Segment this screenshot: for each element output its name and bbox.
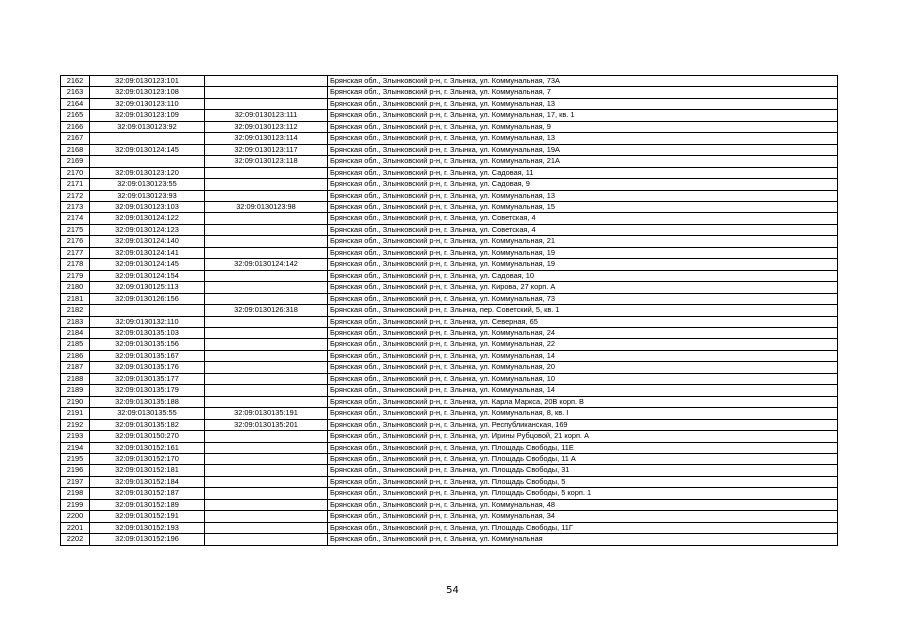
address-cell: Брянская обл., Злынковский р-н, г. Злынка, ул. Коммунальная, 10 (328, 373, 838, 384)
table-row (61, 282, 838, 293)
row-number-cell: 2178 (61, 259, 90, 270)
row-number-cell: 2181 (61, 293, 90, 304)
address-cell: Брянская обл., Злынковский р-н, г. Злынка, ул. Коммунальная, 73А (328, 76, 838, 87)
row-number-cell: 2186 (61, 350, 90, 361)
table-row (61, 305, 838, 316)
row-number-cell: 2174 (61, 213, 90, 224)
row-number-cell: 2201 (61, 522, 90, 533)
row-number-cell: 2191 (61, 408, 90, 419)
row-number-cell: 2185 (61, 339, 90, 350)
cadastral-number-cell: 32:09:0130135:167 (90, 350, 205, 361)
cadastral-number-cell: 32:09:0130123:101 (90, 76, 205, 87)
cadastral-number-cell: 32:09:0130135:179 (90, 385, 205, 396)
linked-cadastral-number-cell (205, 270, 328, 281)
address-cell: Брянская обл., Злынковский р-н, г. Злынка, ул. Коммунальная, 19А (328, 144, 838, 155)
linked-cadastral-number-cell (205, 87, 328, 98)
address-cell: Брянская обл., Злынковский р-н, г. Злынка, ул. Садовая, 11 (328, 167, 838, 178)
address-cell: Брянская обл., Злынковский р-н, г. Злынка, ул. Карла Маркса, 20В корп. В (328, 396, 838, 407)
address-cell: Брянская обл., Злынковский р-н, г. Злынка, ул. Садовая, 9 (328, 179, 838, 190)
table-row (61, 522, 838, 533)
address-cell: Брянская обл., Злынковский р-н, г. Злынка, ул. Северная, 65 (328, 316, 838, 327)
row-number-cell: 2189 (61, 385, 90, 396)
cadastral-number-cell (90, 133, 205, 144)
address-cell: Брянская обл., Злынковский р-н, г. Злынка, ул. Коммунальная, 17, кв. 1 (328, 110, 838, 121)
cadastral-number-cell: 32:09:0130152:193 (90, 522, 205, 533)
row-number-cell: 2192 (61, 419, 90, 430)
table-row (61, 408, 838, 419)
row-number-cell: 2195 (61, 453, 90, 464)
cadastral-number-cell: 32:09:0130124:154 (90, 270, 205, 281)
cadastral-number-cell: 32:09:0130135:177 (90, 373, 205, 384)
row-number-cell: 2184 (61, 327, 90, 338)
row-number-cell: 2199 (61, 499, 90, 510)
linked-cadastral-number-cell (205, 316, 328, 327)
cadastral-number-cell: 32:09:0130123:93 (90, 190, 205, 201)
address-cell: Брянская обл., Злынковский р-н, г. Злынка, ул. Ирины Рубцовой, 21 корп. А (328, 431, 838, 442)
cadastral-number-cell: 32:09:0130125:113 (90, 282, 205, 293)
row-number-cell: 2200 (61, 511, 90, 522)
table-row (61, 76, 838, 87)
cadastral-number-cell: 32:09:0130135:156 (90, 339, 205, 350)
table-row (61, 156, 838, 167)
cadastral-number-cell: 32:09:0130152:187 (90, 488, 205, 499)
cadastral-number-cell: 32:09:0130152:191 (90, 511, 205, 522)
cadastral-number-cell (90, 305, 205, 316)
address-cell: Брянская обл., Злынковский р-н, г. Злынка, ул. Коммунальная, 73 (328, 293, 838, 304)
linked-cadastral-number-cell (205, 442, 328, 453)
table-row (61, 350, 838, 361)
cadastral-number-cell: 32:09:0130152:181 (90, 465, 205, 476)
cadastral-number-cell: 32:09:0130135:188 (90, 396, 205, 407)
cadastral-number-cell: 32:09:0130152:184 (90, 476, 205, 487)
linked-cadastral-number-cell: 32:09:0130123:117 (205, 144, 328, 155)
table-row (61, 396, 838, 407)
cadastral-number-cell: 32:09:0130135:176 (90, 362, 205, 373)
table-row (61, 465, 838, 476)
row-number-cell: 2168 (61, 144, 90, 155)
address-cell: Брянская обл., Злынковский р-н, г. Злынка, ул. Коммунальная, 34 (328, 511, 838, 522)
linked-cadastral-number-cell (205, 247, 328, 258)
address-cell: Брянская обл., Злынковский р-н, г. Злынка, ул. Советская, 4 (328, 213, 838, 224)
row-number-cell: 2187 (61, 362, 90, 373)
linked-cadastral-number-cell: 32:09:0130123:111 (205, 110, 328, 121)
linked-cadastral-number-cell: 32:09:0130123:98 (205, 201, 328, 212)
row-number-cell: 2179 (61, 270, 90, 281)
table-row (61, 373, 838, 384)
linked-cadastral-number-cell (205, 282, 328, 293)
table-row (61, 339, 838, 350)
table-row (61, 488, 838, 499)
cadastral-number-cell: 32:09:0130123:120 (90, 167, 205, 178)
row-number-cell: 2193 (61, 431, 90, 442)
row-number-cell: 2194 (61, 442, 90, 453)
page-number: 54 (446, 585, 459, 596)
table-row (61, 511, 838, 522)
row-number-cell: 2198 (61, 488, 90, 499)
address-cell: Брянская обл., Злынковский р-н, г. Злынка, ул. Площадь Свободы, 11Е (328, 442, 838, 453)
linked-cadastral-number-cell (205, 511, 328, 522)
linked-cadastral-number-cell (205, 396, 328, 407)
cadastral-number-cell: 32:09:0130132:110 (90, 316, 205, 327)
row-number-cell: 2167 (61, 133, 90, 144)
address-cell: Брянская обл., Злынковский р-н, г. Злынка, ул. Коммунальная, 19 (328, 259, 838, 270)
linked-cadastral-number-cell (205, 327, 328, 338)
cadastral-number-cell: 32:09:0130126:156 (90, 293, 205, 304)
address-cell: Брянская обл., Злынковский р-н, г. Злынка, ул. Площадь Свободы, 31 (328, 465, 838, 476)
row-number-cell: 2164 (61, 98, 90, 109)
address-cell: Брянская обл., Злынковский р-н, г. Злынка, ул. Коммунальная, 7 (328, 87, 838, 98)
linked-cadastral-number-cell (205, 213, 328, 224)
cadastral-number-cell: 32:09:0130124:140 (90, 236, 205, 247)
address-cell: Брянская обл., Злынковский р-н, г. Злынка, ул. Коммунальная (328, 534, 838, 545)
cadastral-number-cell: 32:09:0130135:182 (90, 419, 205, 430)
linked-cadastral-number-cell (205, 293, 328, 304)
table-row (61, 98, 838, 109)
row-number-cell: 2177 (61, 247, 90, 258)
row-number-cell: 2169 (61, 156, 90, 167)
cadastral-number-cell: 32:09:0130123:108 (90, 87, 205, 98)
row-number-cell: 2166 (61, 121, 90, 132)
linked-cadastral-number-cell (205, 362, 328, 373)
row-number-cell: 2172 (61, 190, 90, 201)
cadastral-number-cell: 32:09:0130135:55 (90, 408, 205, 419)
linked-cadastral-number-cell: 32:09:0130124:142 (205, 259, 328, 270)
linked-cadastral-number-cell (205, 236, 328, 247)
address-cell: Брянская обл., Злынковский р-н, г. Злынка, ул. Коммунальная, 15 (328, 201, 838, 212)
linked-cadastral-number-cell (205, 522, 328, 533)
linked-cadastral-number-cell (205, 465, 328, 476)
linked-cadastral-number-cell (205, 76, 328, 87)
linked-cadastral-number-cell (205, 167, 328, 178)
table-row (61, 167, 838, 178)
linked-cadastral-number-cell (205, 431, 328, 442)
linked-cadastral-number-cell: 32:09:0130135:201 (205, 419, 328, 430)
table-row (61, 179, 838, 190)
address-cell: Брянская обл., Злынковский р-н, г. Злынка, ул. Коммунальная, 13 (328, 133, 838, 144)
table-row (61, 362, 838, 373)
linked-cadastral-number-cell (205, 224, 328, 235)
row-number-cell: 2197 (61, 476, 90, 487)
address-cell: Брянская обл., Злынковский р-н, г. Злынка, ул. Коммунальная, 9 (328, 121, 838, 132)
address-cell: Брянская обл., Злынковский р-н, г. Злынка, ул. Кирова, 27 корп. А (328, 282, 838, 293)
linked-cadastral-number-cell (205, 499, 328, 510)
address-cell: Брянская обл., Злынковский р-н, г. Злынка, ул. Коммунальная, 20 (328, 362, 838, 373)
address-cell: Брянская обл., Злынковский р-н, г. Злынка, ул. Коммунальная, 21А (328, 156, 838, 167)
address-cell: Брянская обл., Злынковский р-н, г. Злынка, ул. Площадь Свободы, 5 корп. 1 (328, 488, 838, 499)
row-number-cell: 2188 (61, 373, 90, 384)
linked-cadastral-number-cell (205, 190, 328, 201)
cadastral-number-cell: 32:09:0130124:145 (90, 144, 205, 155)
cadastral-number-cell: 32:09:0130152:170 (90, 453, 205, 464)
table-row (61, 144, 838, 155)
linked-cadastral-number-cell (205, 179, 328, 190)
table-row (61, 236, 838, 247)
row-number-cell: 2190 (61, 396, 90, 407)
cadastral-number-cell: 32:09:0130123:92 (90, 121, 205, 132)
cadastral-number-cell: 32:09:0130135:103 (90, 327, 205, 338)
table-row (61, 190, 838, 201)
address-cell: Брянская обл., Злынковский р-н, г. Злынка, ул. Коммунальная, 22 (328, 339, 838, 350)
cadastral-number-cell: 32:09:0130150:270 (90, 431, 205, 442)
linked-cadastral-number-cell (205, 453, 328, 464)
table-row (61, 247, 838, 258)
linked-cadastral-number-cell: 32:09:0130135:191 (205, 408, 328, 419)
address-cell: Брянская обл., Злынковский р-н, г. Злынка, ул. Коммунальная, 24 (328, 327, 838, 338)
table-row (61, 87, 838, 98)
linked-cadastral-number-cell: 32:09:0130123:112 (205, 121, 328, 132)
address-cell: Брянская обл., Злынковский р-н, г. Злынка, ул. Коммунальная, 14 (328, 385, 838, 396)
registry-table-body (61, 76, 838, 546)
cadastral-number-cell: 32:09:0130123:109 (90, 110, 205, 121)
address-cell: Брянская обл., Злынковский р-н, г. Злынка, ул. Коммунальная, 13 (328, 98, 838, 109)
table-row (61, 133, 838, 144)
cadastral-number-cell: 32:09:0130152:189 (90, 499, 205, 510)
cadastral-number-cell: 32:09:0130152:196 (90, 534, 205, 545)
linked-cadastral-number-cell (205, 98, 328, 109)
table-row (61, 259, 838, 270)
cadastral-number-cell: 32:09:0130124:145 (90, 259, 205, 270)
address-cell: Брянская обл., Злынковский р-н, г. Злынка, ул. Площадь Свободы, 5 (328, 476, 838, 487)
table-row (61, 419, 838, 430)
address-cell: Брянская обл., Злынковский р-н, г. Злынка, ул. Советская, 4 (328, 224, 838, 235)
cadastral-number-cell: 32:09:0130152:161 (90, 442, 205, 453)
linked-cadastral-number-cell (205, 476, 328, 487)
cadastral-number-cell: 32:09:0130124:122 (90, 213, 205, 224)
linked-cadastral-number-cell: 32:09:0130123:118 (205, 156, 328, 167)
table-row (61, 385, 838, 396)
table-row (61, 270, 838, 281)
row-number-cell: 2176 (61, 236, 90, 247)
cadastral-number-cell: 32:09:0130123:55 (90, 179, 205, 190)
address-cell: Брянская обл., Злынковский р-н, г. Злынка, ул. Площадь Свободы, 11Г (328, 522, 838, 533)
cadastral-number-cell (90, 156, 205, 167)
table-row (61, 442, 838, 453)
cadastral-number-cell: 32:09:0130123:110 (90, 98, 205, 109)
table-row (61, 110, 838, 121)
table-row (61, 327, 838, 338)
table-row (61, 476, 838, 487)
table-row (61, 431, 838, 442)
cadastral-number-cell: 32:09:0130123:103 (90, 201, 205, 212)
address-cell: Брянская обл., Злынковский р-н, г. Злынка, ул. Республиканская, 169 (328, 419, 838, 430)
row-number-cell: 2173 (61, 201, 90, 212)
table-row (61, 121, 838, 132)
cadastral-number-cell: 32:09:0130124:123 (90, 224, 205, 235)
address-cell: Брянская обл., Злынковский р-н, г. Злынка, ул. Коммунальная, 13 (328, 190, 838, 201)
table-row (61, 499, 838, 510)
table-row (61, 213, 838, 224)
address-cell: Брянская обл., Злынковский р-н, г. Злынка, пер. Советский, 5, кв. 1 (328, 305, 838, 316)
table-row (61, 293, 838, 304)
address-cell: Брянская обл., Злынковский р-н, г. Злынка, ул. Коммунальная, 19 (328, 247, 838, 258)
row-number-cell: 2170 (61, 167, 90, 178)
table-row (61, 316, 838, 327)
linked-cadastral-number-cell (205, 385, 328, 396)
row-number-cell: 2182 (61, 305, 90, 316)
row-number-cell: 2165 (61, 110, 90, 121)
table-row (61, 453, 838, 464)
row-number-cell: 2183 (61, 316, 90, 327)
row-number-cell: 2171 (61, 179, 90, 190)
cadastral-number-cell: 32:09:0130124:141 (90, 247, 205, 258)
table-row (61, 224, 838, 235)
table-row (61, 201, 838, 212)
table-row (61, 534, 838, 545)
linked-cadastral-number-cell: 32:09:0130123:114 (205, 133, 328, 144)
registry-table (60, 75, 838, 546)
linked-cadastral-number-cell (205, 534, 328, 545)
linked-cadastral-number-cell (205, 488, 328, 499)
linked-cadastral-number-cell (205, 350, 328, 361)
address-cell: Брянская обл., Злынковский р-н, г. Злынка, ул. Коммунальная, 48 (328, 499, 838, 510)
linked-cadastral-number-cell (205, 339, 328, 350)
row-number-cell: 2175 (61, 224, 90, 235)
row-number-cell: 2180 (61, 282, 90, 293)
linked-cadastral-number-cell: 32:09:0130126:318 (205, 305, 328, 316)
address-cell: Брянская обл., Злынковский р-н, г. Злынка, ул. Садовая, 10 (328, 270, 838, 281)
address-cell: Брянская обл., Злынковский р-н, г. Злынка, ул. Коммунальная, 21 (328, 236, 838, 247)
address-cell: Брянская обл., Злынковский р-н, г. Злынка, ул. Коммунальная, 14 (328, 350, 838, 361)
address-cell: Брянская обл., Злынковский р-н, г. Злынка, ул. Коммунальная, 8, кв. I (328, 408, 838, 419)
row-number-cell: 2162 (61, 76, 90, 87)
address-cell: Брянская обл., Злынковский р-н, г. Злынка, ул. Площадь Свободы, 11 А (328, 453, 838, 464)
row-number-cell: 2163 (61, 87, 90, 98)
row-number-cell: 2196 (61, 465, 90, 476)
linked-cadastral-number-cell (205, 373, 328, 384)
row-number-cell: 2202 (61, 534, 90, 545)
